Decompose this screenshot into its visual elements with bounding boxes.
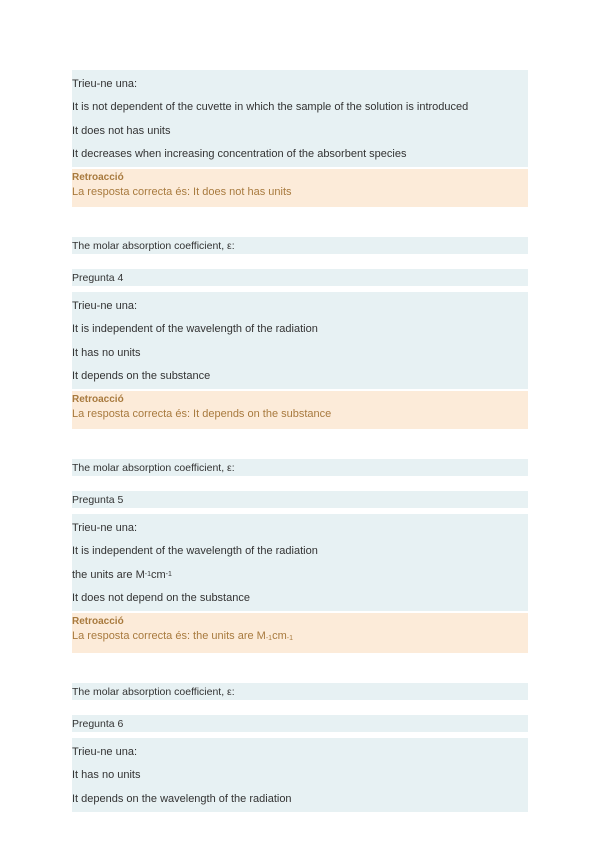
q5-option-1[interactable]: It is independent of the wavelength of the radiation xyxy=(72,545,318,558)
q5-option-2-cm: cm xyxy=(151,568,166,581)
q5-feedback-main: La resposta correcta és: the units are M xyxy=(72,630,266,642)
q5-option-2-text: the units are M xyxy=(72,568,145,581)
q3-feedback-text: La resposta correcta és: It does not has units xyxy=(72,186,292,198)
q6-option-1[interactable]: It has no units xyxy=(72,769,141,782)
q5-option-2-m-exp: -1 xyxy=(144,570,151,578)
q4-number: Pregunta 4 xyxy=(72,269,528,286)
q5-feedback-title: Retroacció xyxy=(72,616,124,627)
q3-option-1[interactable]: It is not dependent of the cuvette in which the sample of the solution is introduced xyxy=(72,101,469,114)
q5-feedback-m-exp: -1 xyxy=(265,635,273,642)
q6-answer-block xyxy=(72,738,528,812)
q4-feedback-title: Retroacció xyxy=(72,394,124,405)
q4-option-2[interactable]: It has no units xyxy=(72,346,141,359)
q3-prompt: Trieu-ne una: xyxy=(72,77,138,90)
q5-question-text: The molar absorption coefficient, ε: xyxy=(72,459,528,476)
q5-option-2-cm-exp: -1 xyxy=(165,570,172,578)
q4-option-3[interactable]: It depends on the substance xyxy=(72,370,211,383)
q3-feedback xyxy=(72,169,528,207)
q4-feedback xyxy=(72,391,528,429)
q5-feedback-cm-exp: -1 xyxy=(286,635,293,642)
q5-feedback-text xyxy=(72,628,528,647)
q4-option-1[interactable]: It is independent of the wavelength of the radiation xyxy=(72,323,318,336)
q3-answer-block xyxy=(72,70,528,167)
q6-prompt: Trieu-ne una: xyxy=(72,745,138,758)
q6-number: Pregunta 6 xyxy=(72,715,528,732)
q5-answer-block xyxy=(72,514,528,611)
q4-feedback-text: La resposta correcta és: It depends on the substance xyxy=(72,408,332,420)
q6-option-2[interactable]: It depends on the wavelength of the radiation xyxy=(72,792,292,805)
q5-number: Pregunta 5 xyxy=(72,491,528,508)
q5-option-3[interactable]: It does not depend on the substance xyxy=(72,592,250,605)
q6-question-text: The molar absorption coefficient, ε: xyxy=(72,683,528,700)
q5-feedback-cm: cm xyxy=(272,630,287,642)
quiz-review-page xyxy=(72,70,528,812)
q4-prompt: Trieu-ne una: xyxy=(72,299,138,312)
q3-option-2[interactable]: It does not has units xyxy=(72,124,171,137)
q5-option-2[interactable] xyxy=(72,563,528,587)
q5-prompt: Trieu-ne una: xyxy=(72,521,138,534)
q5-feedback xyxy=(72,613,528,653)
q3-option-3[interactable]: It decreases when increasing concentration of the absorbent species xyxy=(72,148,407,161)
q3-feedback-title: Retroacció xyxy=(72,172,124,183)
q4-question-text: The molar absorption coefficient, ε: xyxy=(72,237,528,254)
q4-answer-block xyxy=(72,292,528,389)
